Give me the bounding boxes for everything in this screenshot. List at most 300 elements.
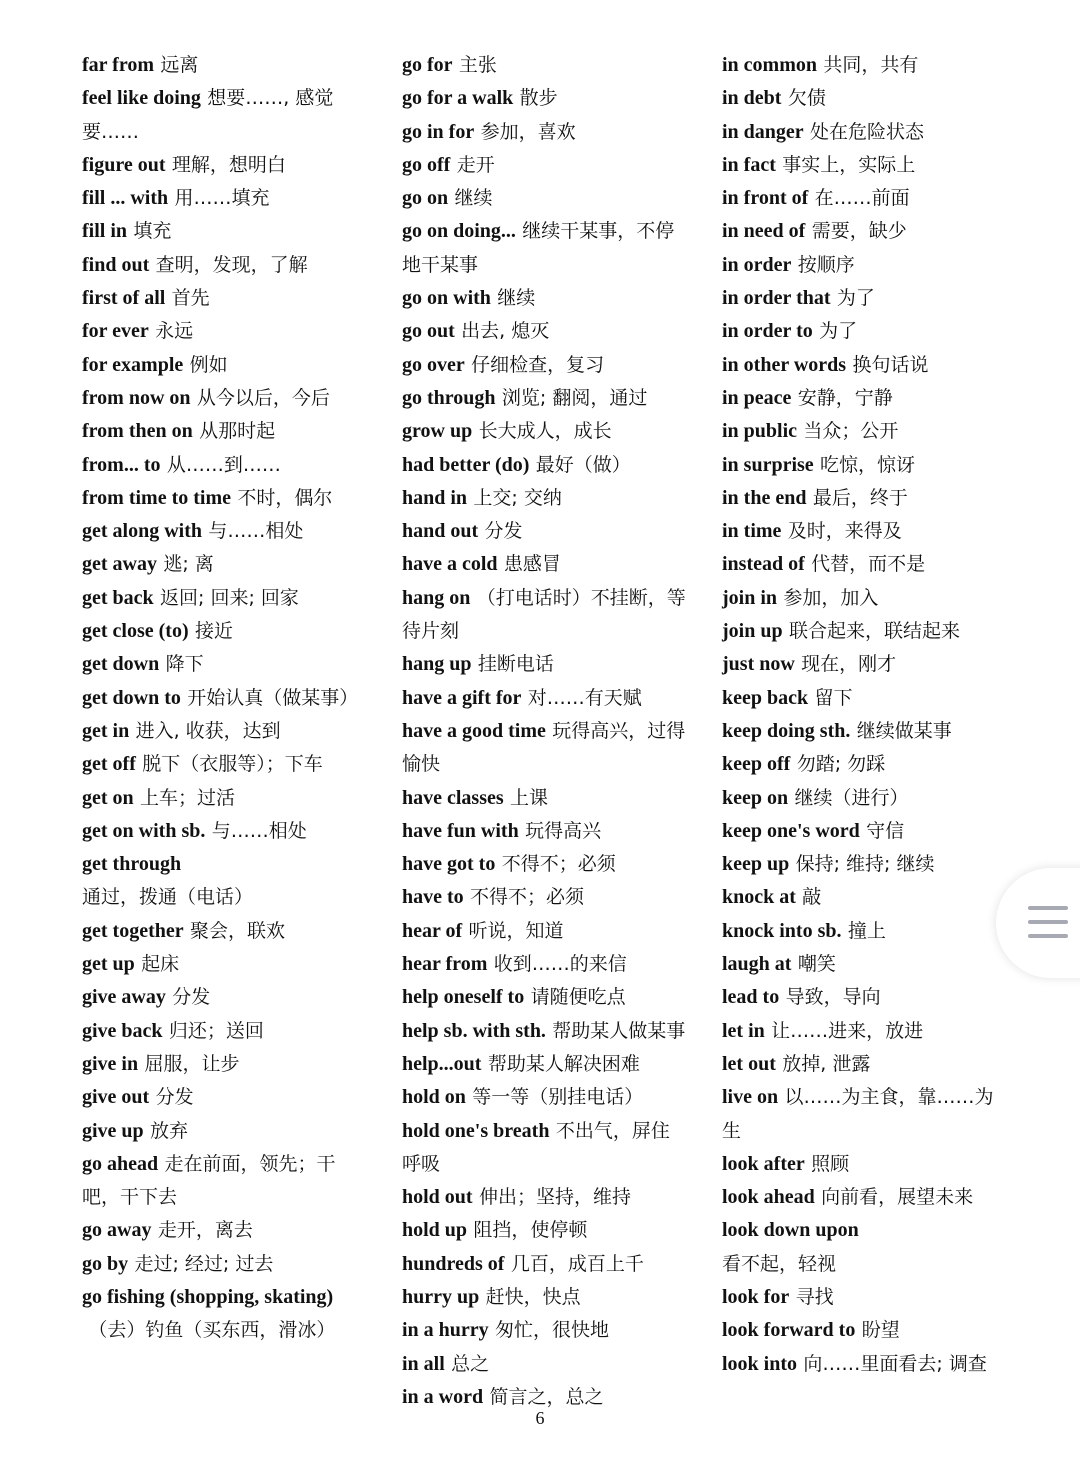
phrase-meaning: 寻找 (795, 1285, 834, 1308)
phrase-entry (82, 314, 367, 347)
phrase-entry (722, 1347, 1007, 1380)
phrase-entry (722, 1313, 1007, 1346)
floating-menu-button[interactable] (996, 868, 1080, 978)
phrase-meaning: 赶快，快点 (485, 1285, 581, 1308)
phrase-entry (402, 847, 687, 880)
phrase-entry (722, 1080, 1007, 1147)
phrase-meaning: 以……为主食，靠……为生 (722, 1086, 994, 1142)
phrase-term: in order that (722, 287, 831, 310)
phrase-term: get up (82, 953, 135, 976)
phrase-term: lead to (722, 986, 780, 1009)
phrase-meaning: 需要，缺少 (811, 220, 907, 243)
phrase-entry (402, 448, 687, 481)
phrase-term: help sb. with sth. (402, 1019, 546, 1042)
phrase-meaning: 听说，知道 (468, 919, 564, 942)
phrase-entry (722, 214, 1007, 247)
phrase-meaning: 归还；送回 (168, 1019, 264, 1042)
phrase-entry (722, 781, 1007, 814)
phrase-term: go ahead (82, 1152, 159, 1175)
phrase-term: have got to (402, 853, 496, 876)
phrase-term: in the end (722, 486, 807, 509)
phrase-term: help oneself to (402, 986, 525, 1009)
phrase-term: in common (722, 54, 817, 76)
phrase-entry (402, 214, 687, 281)
phrase-meaning: 例如 (189, 353, 228, 376)
phrase-entry (722, 115, 1007, 148)
phrase-meaning: 玩得高兴 (525, 819, 602, 842)
phrase-meaning: 帮助某人做某事 (552, 1019, 686, 1042)
phrase-entry (722, 1180, 1007, 1213)
phrase-term: in time (722, 520, 782, 543)
phrase-entry (402, 481, 687, 514)
phrase-term: feel like doing (82, 87, 201, 110)
phrase-entry (82, 681, 367, 714)
phrase-entry (82, 514, 367, 547)
phrase-term: in need of (722, 220, 806, 243)
phrase-meaning: 用……填充 (174, 187, 270, 210)
phrase-entry (82, 348, 367, 381)
phrase-entry (722, 681, 1007, 714)
phrase-term: in debt (722, 87, 782, 110)
phrase-entry (402, 1080, 687, 1113)
phrase-meaning: 为了 (819, 320, 858, 343)
phrase-entry (402, 947, 687, 980)
phrase-entry (82, 847, 367, 914)
phrase-entry (402, 314, 687, 347)
phrase-entry (402, 281, 687, 314)
phrase-meaning: 返回; 回来; 回家 (160, 586, 299, 609)
phrase-meaning: 伸出；坚持，维持 (478, 1186, 631, 1209)
phrase-entry (82, 947, 367, 980)
phrase-meaning: 在……前面 (814, 187, 910, 210)
phrase-term: figure out (82, 153, 166, 176)
phrase-meaning: 填充 (133, 220, 172, 243)
phrase-term: knock at (722, 886, 796, 909)
phrase-entry (722, 248, 1007, 281)
phrase-term: give up (82, 1119, 144, 1142)
phrase-meaning: 分发 (172, 986, 211, 1009)
phrase-meaning: 查明，发现，了解 (155, 253, 308, 276)
phrase-entry (402, 980, 687, 1013)
phrase-meaning: 代替，而不是 (811, 553, 926, 576)
phrase-term: keep off (722, 753, 791, 776)
phrase-meaning: 敲 (802, 886, 822, 909)
phrase-meaning: 留下 (814, 686, 853, 709)
phrase-entry (722, 481, 1007, 514)
phrase-term: look forward to (722, 1319, 856, 1342)
phrase-term: for example (82, 353, 184, 376)
phrase-meaning: 事实上，实际上 (782, 153, 916, 176)
phrase-term: get down to (82, 686, 181, 709)
phrase-meaning: 进入, 收获，达到 (135, 719, 281, 742)
phrase-meaning: 走过; 经过; 过去 (134, 1252, 274, 1275)
phrase-meaning: 共同，共有 (823, 54, 919, 76)
phrase-term: get away (82, 553, 157, 576)
phrase-entry (402, 581, 687, 648)
phrase-meaning: 上课 (510, 786, 549, 809)
phrase-meaning: 开始认真（做某事） (187, 686, 359, 709)
phrase-entry (722, 714, 1007, 747)
phrase-term: join up (722, 620, 783, 643)
phrase-entry (82, 614, 367, 647)
phrase-meaning: 最后，终于 (812, 486, 908, 509)
phrase-meaning: 降下 (165, 653, 204, 676)
phrase-entry (82, 214, 367, 247)
phrase-meaning: 导致，导向 (785, 986, 881, 1009)
phrase-entry (722, 148, 1007, 181)
phrase-meaning: 让……进来，放进 (771, 1019, 924, 1042)
phrase-meaning: 继续 (497, 287, 536, 310)
phrase-term: hold up (402, 1219, 468, 1242)
phrase-term: knock into sb. (722, 919, 842, 942)
phrase-meaning: 照顾 (811, 1152, 850, 1175)
phrase-term: keep up (722, 853, 790, 876)
phrase-entry (722, 747, 1007, 780)
phrase-meaning: 盼望 (861, 1319, 900, 1342)
phrase-entry (722, 547, 1007, 580)
phrase-entry (402, 814, 687, 847)
phrase-entry (82, 1047, 367, 1080)
phrase-term: go by (82, 1252, 129, 1275)
phrase-meaning: 不出气，屏住呼吸 (402, 1119, 670, 1175)
phrase-term: go on doing... (402, 220, 516, 243)
phrase-entry (722, 947, 1007, 980)
phrase-meaning: 通过，拨通（电话） (82, 886, 254, 909)
phrase-entry (722, 514, 1007, 547)
phrase-term: go away (82, 1219, 152, 1242)
phrase-entry (402, 781, 687, 814)
phrase-entry (402, 547, 687, 580)
phrase-entry (722, 847, 1007, 880)
phrase-entry (402, 1213, 687, 1246)
phrase-meaning: 起床 (141, 953, 180, 976)
phrase-entry (402, 514, 687, 547)
phrase-meaning: 玩得高兴，过得愉快 (402, 719, 686, 776)
phrase-entry (82, 1014, 367, 1047)
phrase-term: find out (82, 253, 150, 276)
phrase-term: go through (402, 386, 496, 409)
phrase-entry (722, 314, 1007, 347)
phrase-term: have to (402, 886, 464, 909)
phrase-meaning: 挂断电话 (477, 653, 554, 676)
phrase-term: have classes (402, 786, 504, 809)
phrase-meaning: 放弃 (150, 1119, 189, 1142)
phrase-meaning: 总之 (451, 1352, 490, 1375)
column-3 (722, 48, 1007, 1380)
phrase-meaning: 上车；过活 (140, 786, 236, 809)
phrase-meaning: 主张 (458, 54, 497, 76)
phrase-term: get on (82, 786, 134, 809)
phrase-meaning: 向前看，展望未来 (821, 1186, 974, 1209)
phrase-term: join in (722, 586, 778, 609)
phrase-entry (722, 581, 1007, 614)
phrase-term: hurry up (402, 1285, 480, 1308)
phrase-entry (82, 781, 367, 814)
phrase-entry (722, 914, 1007, 947)
phrase-entry (82, 914, 367, 947)
phrase-entry (722, 980, 1007, 1013)
phrase-meaning: 保持; 维持; 继续 (795, 853, 935, 876)
phrase-term: let in (722, 1019, 765, 1042)
phrase-entry (722, 414, 1007, 447)
phrase-term: in other words (722, 353, 847, 376)
phrase-meaning: 仔细检查，复习 (471, 353, 605, 376)
phrase-term: just now (722, 653, 795, 676)
phrase-term: get together (82, 919, 184, 942)
phrase-meaning: 继续干某事，不停地干某事 (402, 220, 675, 276)
column-2 (402, 48, 687, 1413)
phrase-meaning: 按顺序 (797, 253, 855, 276)
phrase-meaning: 处在危险状态 (810, 120, 925, 143)
phrase-meaning: 看不起，轻视 (722, 1252, 837, 1275)
phrase-entry (722, 1213, 1007, 1280)
phrase-term: get along with (82, 520, 202, 543)
phrase-term: keep back (722, 686, 809, 709)
phrase-meaning: 长大成人，成长 (478, 420, 612, 443)
phrase-term: keep one's word (722, 819, 860, 842)
phrase-entry (82, 714, 367, 747)
phrase-term: live on (722, 1086, 779, 1109)
phrase-term: have a gift for (402, 686, 522, 709)
phrase-entry (402, 48, 687, 81)
phrase-term: hold one's breath (402, 1119, 550, 1142)
phrase-meaning: 继续做某事 (856, 719, 952, 742)
phrase-term: in surprise (722, 453, 814, 476)
phrase-entry (402, 1280, 687, 1313)
phrase-meaning: 继续 (454, 187, 493, 210)
phrase-term: hear of (402, 919, 463, 942)
phrase-term: go fishing (shopping, skating) (82, 1285, 334, 1308)
phrase-entry (82, 1280, 367, 1347)
page-number: 6 (535, 1408, 545, 1428)
phrase-term: in order to (722, 320, 813, 343)
phrase-term: hold on (402, 1086, 466, 1109)
phrase-entry (82, 1147, 367, 1214)
phrase-meaning: 联合起来，联结起来 (788, 620, 960, 643)
phrase-meaning: 为了 (836, 287, 875, 310)
phrase-term: fill ... with (82, 187, 169, 210)
phrase-entry (722, 1280, 1007, 1313)
phrase-entry (402, 647, 687, 680)
phrase-meaning: 放掉, 泄露 (782, 1052, 871, 1075)
phrase-entry (402, 414, 687, 447)
phrase-term: get down (82, 653, 160, 676)
phrase-meaning: 出去, 熄灭 (461, 320, 550, 343)
phrase-term: get back (82, 586, 154, 609)
phrase-entry (722, 647, 1007, 680)
phrase-meaning: 参加，加入 (783, 586, 879, 609)
phrase-term: from... to (82, 453, 161, 476)
phrase-entry (82, 248, 367, 281)
phrase-term: grow up (402, 420, 473, 443)
phrase-term: let out (722, 1052, 776, 1075)
phrase-entry (722, 348, 1007, 381)
phrase-entry (722, 1047, 1007, 1080)
phrase-term: in a word (402, 1385, 484, 1408)
phrase-term: hang on (402, 586, 471, 609)
phrase-meaning: 聚会，联欢 (189, 919, 285, 942)
phrase-meaning: 收到……的来信 (493, 953, 627, 976)
phrase-term: in front of (722, 187, 809, 210)
phrase-term: in all (402, 1352, 445, 1375)
phrase-entry (722, 814, 1007, 847)
phrase-meaning: 最好（做） (535, 453, 631, 476)
phrase-meaning: 浏览; 翻阅，通过 (501, 386, 648, 409)
phrase-meaning: （去）钓鱼（买东西，滑冰） (88, 1319, 336, 1342)
phrase-term: have fun with (402, 819, 519, 842)
phrase-term: in fact (722, 153, 776, 176)
phrase-term: fill in (82, 220, 128, 243)
phrase-term: hear from (402, 953, 488, 976)
phrase-term: keep doing sth. (722, 719, 851, 742)
phrase-meaning: 分发 (484, 520, 523, 543)
phrase-entry (82, 547, 367, 580)
phrase-term: keep on (722, 786, 789, 809)
phrase-meaning: （打电话时）不挂断，等待片刻 (402, 586, 686, 643)
phrase-term: hold out (402, 1186, 473, 1209)
phrase-meaning: 现在，刚才 (801, 653, 897, 676)
phrase-entry (402, 148, 687, 181)
phrase-meaning: 散步 (519, 87, 558, 110)
phrase-term: go for a walk (402, 87, 514, 110)
phrase-entry (722, 448, 1007, 481)
phrase-entry (722, 48, 1007, 81)
phrase-term: from now on (82, 386, 191, 409)
phrase-term: get close (to) (82, 620, 189, 643)
phrase-meaning: 欠债 (787, 87, 826, 110)
phrase-meaning: 屈服，让步 (144, 1052, 240, 1075)
phrase-term: get on with sb. (82, 819, 206, 842)
phrase-meaning: 当众；公开 (803, 420, 899, 443)
phrase-meaning: 撞上 (847, 919, 886, 942)
phrase-entry (402, 1313, 687, 1346)
phrase-term: laugh at (722, 953, 792, 976)
phrase-meaning: 及时，来得及 (787, 520, 902, 543)
phrase-meaning: 从那时起 (199, 420, 276, 443)
phrase-term: give back (82, 1019, 163, 1042)
phrase-term: look for (722, 1285, 790, 1308)
phrase-term: go over (402, 353, 465, 376)
phrase-entry (82, 481, 367, 514)
phrase-term: go in for (402, 120, 475, 143)
phrase-term: first of all (82, 287, 166, 310)
phrase-meaning: 匆忙，很快地 (495, 1319, 610, 1342)
phrase-term: in peace (722, 386, 792, 409)
phrase-entry (402, 1114, 687, 1181)
phrase-meaning: 脱下（衣服等）；下车 (142, 753, 323, 776)
phrase-term: instead of (722, 553, 805, 576)
phrase-entry (82, 581, 367, 614)
phrase-entry (82, 281, 367, 314)
phrase-meaning: 向……里面看去; 调查 (803, 1352, 987, 1375)
phrase-meaning: 嘲笑 (797, 953, 836, 976)
phrase-entry (82, 1247, 367, 1280)
phrase-term: go on (402, 187, 449, 210)
phrase-entry (722, 880, 1007, 913)
phrase-entry (82, 414, 367, 447)
phrase-term: far from (82, 54, 155, 76)
phrase-meaning: 不时，偶尔 (237, 486, 333, 509)
phrase-entry (402, 1347, 687, 1380)
phrase-meaning: 理解，想明白 (171, 153, 286, 176)
phrase-meaning: 继续（进行） (794, 786, 909, 809)
phrase-meaning: 从……到…… (166, 453, 281, 476)
phrase-term: in danger (722, 120, 804, 143)
phrase-entry (402, 681, 687, 714)
phrase-meaning: 远离 (160, 54, 199, 76)
phrase-term: give away (82, 986, 166, 1009)
phrase-entry (402, 880, 687, 913)
phrase-meaning: 换句话说 (852, 353, 929, 376)
phrase-term: go out (402, 320, 455, 343)
phrase-meaning: 走开 (456, 153, 495, 176)
phrase-term: get off (82, 753, 136, 776)
phrase-entry (402, 714, 687, 781)
phrase-meaning: 勿踏; 勿踩 (796, 753, 886, 776)
phrase-entry (722, 1147, 1007, 1180)
phrase-entry (722, 381, 1007, 414)
phrase-term: look down upon (722, 1219, 859, 1242)
phrase-meaning: 与……相处 (211, 819, 307, 842)
phrase-term: from then on (82, 420, 193, 443)
phrase-term: hundreds of (402, 1252, 505, 1275)
phrase-entry (82, 148, 367, 181)
phrase-entry (82, 647, 367, 680)
phrase-entry (402, 914, 687, 947)
phrase-entry (722, 181, 1007, 214)
phrase-meaning: 阻挡，使停顿 (473, 1219, 588, 1242)
phrase-entry (82, 81, 367, 148)
phrase-entry (402, 181, 687, 214)
hamburger-menu-icon (1028, 906, 1068, 948)
phrase-entry (82, 814, 367, 847)
phrase-meaning: 首先 (171, 287, 210, 310)
phrase-term: had better (do) (402, 453, 530, 476)
phrase-term: in a hurry (402, 1319, 489, 1342)
phrase-entry (722, 81, 1007, 114)
phrase-term: hang up (402, 653, 472, 676)
phrase-meaning: 不得不；必须 (501, 853, 616, 876)
phrase-entry (402, 381, 687, 414)
phrase-meaning: 几百，成百上千 (510, 1252, 644, 1275)
phrase-term: in public (722, 420, 798, 443)
phrase-term: look ahead (722, 1186, 815, 1209)
phrase-entry (82, 1114, 367, 1147)
phrase-term: in order (722, 253, 792, 276)
phrase-term: look after (722, 1152, 805, 1175)
phrase-entry (82, 48, 367, 81)
phrase-term: get in (82, 719, 130, 742)
phrase-term: give out (82, 1086, 150, 1109)
phrase-entry (402, 348, 687, 381)
phrase-entry (82, 1080, 367, 1113)
phrase-meaning: 接近 (194, 620, 233, 643)
phrase-meaning: 逃; 离 (163, 553, 214, 576)
phrase-meaning: 帮助某人解决困难 (487, 1052, 640, 1075)
phrase-term: hand out (402, 520, 479, 543)
phrase-entry (402, 1047, 687, 1080)
phrase-meaning: 走在前面，领先；干吧，干下去 (82, 1152, 336, 1209)
phrase-meaning: 永远 (155, 320, 194, 343)
phrase-meaning: 参加，喜欢 (480, 120, 576, 143)
phrase-term: get through (82, 853, 182, 876)
phrase-entry (402, 115, 687, 148)
phrase-meaning: 简言之，总之 (489, 1385, 604, 1408)
phrase-meaning: 等一等（别挂电话） (472, 1086, 644, 1109)
phrase-entry (82, 381, 367, 414)
phrase-entry (402, 1014, 687, 1047)
phrase-meaning: 上交; 交纳 (473, 486, 562, 509)
